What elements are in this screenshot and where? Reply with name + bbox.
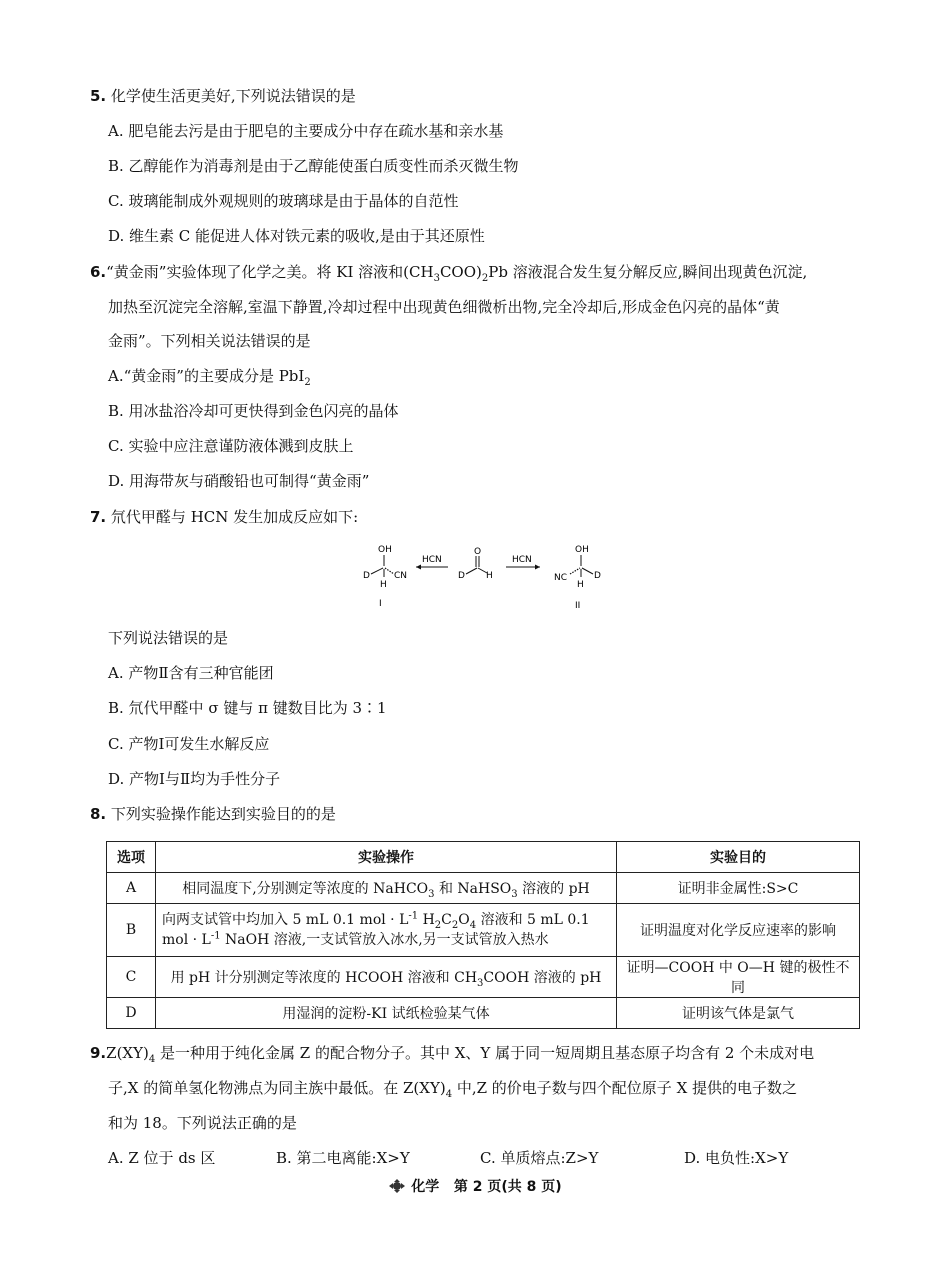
reagent-left: HCN	[422, 555, 442, 565]
table-row	[107, 957, 860, 998]
q9-stem-line3: 和为 18。下列说法正确的是	[108, 1114, 297, 1132]
q9-option-c: C. 单质熔点:Z>Y	[480, 1149, 599, 1167]
q7-option-b: B. 氘代甲醛中 σ 键与 π 键数目比为 3∶1	[108, 699, 387, 717]
q9-stem-line2: 子,X 的简单氢化物沸点为同主族中最低。在 $Z(XY)_4$ 中,Z 的价电子数与四个配位原子 X 提供的电子数之	[108, 1079, 798, 1100]
q6-stem-line3: 金雨”。下列相关说法错误的是	[108, 332, 311, 350]
center-o-label: O	[474, 547, 482, 557]
footer-subject: 化学	[411, 1179, 440, 1195]
right-bond-nc	[570, 568, 580, 574]
row-operation: 用 pH 计分别测定等浓度的 HCOOH 溶液和 $CH_3COOH$ 溶液的 pH	[156, 957, 617, 998]
q6-option-c: C. 实验中应注意谨防液体溅到皮肤上	[108, 437, 354, 455]
q8-stem: 8. 下列实验操作能达到实验目的的是	[90, 805, 336, 823]
reagent-right: HCN	[512, 555, 532, 565]
left-bond-d	[371, 568, 383, 574]
q9-stem-line1: $9.Z(XY)_4$ 是一种用于纯化金属 Z 的配合物分子。其中 X、Y 属于同一短周期且基态原子均含有 2 个未成对电	[90, 1044, 815, 1065]
right-h-label: H	[577, 580, 584, 590]
left-h-label: H	[380, 580, 387, 590]
q9-option-b: B. 第二电离能:X>Y	[276, 1149, 410, 1167]
left-cn-label: CN	[394, 571, 408, 581]
row-purpose: 证明—COOH 中 O—H 键的极性不同	[617, 957, 860, 998]
arrow-right-head	[535, 565, 540, 570]
q9-option-a: A. Z 位于 ds 区	[108, 1149, 216, 1167]
q7-option-a: A. 产物Ⅱ含有三种官能团	[108, 664, 274, 682]
right-nc-label: NC	[554, 573, 568, 583]
q6-stem-line2: 加热至沉淀完全溶解,室温下静置,冷却过程中出现黄色细微析出物,完全冷却后,形成金色闪亮的晶体“黄	[108, 298, 780, 316]
q5-option-a: A. 肥皂能去污是由于肥皂的主要成分中存在疏水基和亲水基	[108, 122, 504, 140]
right-bond-d	[582, 568, 593, 574]
publisher-logo-icon	[388, 1179, 406, 1193]
q7-option-c: C. 产物Ⅰ可发生水解反应	[108, 735, 270, 753]
arrow-left-head	[416, 565, 421, 570]
q9-options	[108, 1148, 788, 1168]
q7-stem: 7. 氘代甲醛与 HCN 发生加成反应如下:	[90, 508, 359, 526]
row-option: C	[107, 957, 156, 998]
left-d-label: D	[363, 571, 370, 581]
row-purpose: 证明该气体是氯气	[617, 998, 860, 1029]
center-h-label: H	[486, 571, 493, 581]
q6-option-b: B. 用冰盐浴冷却可更快得到金色闪亮的晶体	[108, 402, 399, 420]
right-d-label: D	[594, 571, 601, 581]
row-option: A	[107, 873, 156, 904]
row-operation: 用湿润的淀粉-KI 试纸检验某气体	[156, 998, 617, 1029]
header-purpose: 实验目的	[617, 842, 860, 873]
row-option: D	[107, 998, 156, 1029]
q6-stem-line1: 6.“黄金雨”实验体现了化学之美。将 KI 溶液和$(CH_3COO)_2Pb$ 溶液混合发生复分解反应,瞬间出现黄色沉淀,	[90, 263, 808, 284]
experiment-table	[106, 841, 860, 1029]
center-bond-d	[466, 568, 477, 574]
right-oh-label: OH	[575, 545, 589, 555]
table-row	[107, 904, 860, 957]
left-product-label: I	[379, 599, 382, 609]
q6-option-d: D. 用海带灰与硝酸铅也可制得“黄金雨”	[108, 472, 370, 490]
left-bond-cn	[385, 568, 394, 574]
header-option: 选项	[107, 842, 156, 873]
table-row	[107, 873, 860, 904]
footer-page-number: 第 2 页(共 8 页)	[453, 1179, 562, 1195]
right-product-label: II	[575, 601, 581, 611]
header-operation: 实验操作	[156, 842, 617, 873]
reaction-scheme	[350, 540, 610, 615]
left-oh-label: OH	[378, 545, 392, 555]
q7-option-d: D. 产物Ⅰ与Ⅱ均为手性分子	[108, 770, 281, 788]
center-d-label: D	[458, 571, 465, 581]
q7-prompt: 下列说法错误的是	[108, 629, 229, 647]
row-option: B	[107, 904, 156, 957]
table-row	[107, 998, 860, 1029]
page-footer	[0, 1176, 950, 1196]
q6-option-a: A.“黄金雨”的主要成分是 PbI$_2$	[108, 367, 311, 388]
q5-option-b: B. 乙醇能作为消毒剂是由于乙醇能使蛋白质变性而杀灭微生物	[108, 157, 519, 175]
row-purpose: 证明非金属性:S>C	[617, 873, 860, 904]
row-operation: 向两支试管中均加入 5 mL 0.1 mol · $L^{-1}$ $H_2C_2O_4$ 溶液和 5 mL 0.1 mol · $L^{-1}$ NaOH 溶液,一支试管放入冰水,另一支试管放入热水	[156, 904, 617, 957]
row-operation: 相同温度下,分别测定等浓度的 NaHCO$_3$ 和 NaHSO$_3$ 溶液的 pH	[156, 873, 617, 904]
q9-option-d: D. 电负性:X>Y	[684, 1149, 789, 1167]
q5-option-c: C. 玻璃能制成外观规则的玻璃球是由于晶体的自范性	[108, 192, 459, 210]
q5-stem: 5. 化学使生活更美好,下列说法错误的是	[90, 87, 356, 105]
q5-option-d: D. 维生素 C 能促进人体对铁元素的吸收,是由于其还原性	[108, 227, 485, 245]
table-header-row	[107, 842, 860, 873]
row-purpose: 证明温度对化学反应速率的影响	[617, 904, 860, 957]
